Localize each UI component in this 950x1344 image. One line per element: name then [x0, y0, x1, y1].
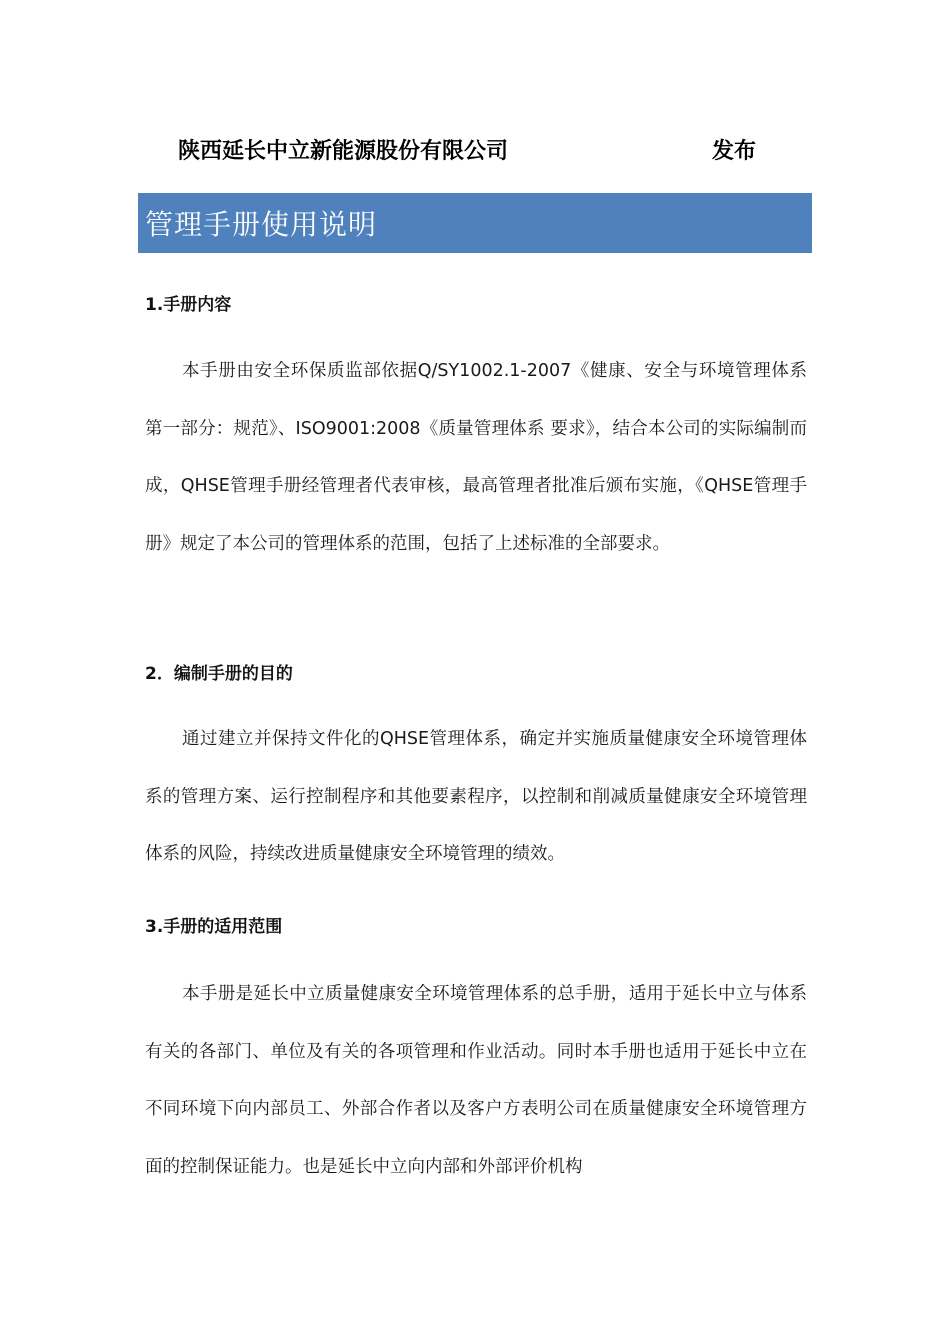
section-heading-3: 3.手册的适用范围 — [145, 917, 283, 937]
issue-label: 发布 — [712, 139, 757, 164]
section-heading-2: 2．编制手册的目的 — [145, 664, 293, 684]
company-name: 陕西延长中立新能源股份有限公司 — [178, 139, 509, 164]
publisher-line — [0, 134, 950, 168]
section-body-1: 本手册由安全环保质监部依据Q/SY1002.1-2007《健康、安全与环境管理体系 第一部分：规范》、ISO9001:2008《质量管理体系 要求》，结合本公司的实际编制而成，QHSE管理手册经管理者代表审核，最高管理者批准后颁布实施，《QHSE管理手册》规定了本公司的管理体系的范围，包括了上述标准的全部要求。 — [145, 361, 807, 554]
section-body-2: 通过建立并保持文件化的QHSE管理体系，确定并实施质量健康安全环境管理体系的管理方案、运行控制程序和其他要素程序，以控制和削减质量健康安全环境管理体系的风险，持续改进质量健康安全环境管理的绩效。 — [145, 729, 807, 864]
section-heading-1: 1.手册内容 — [145, 295, 232, 315]
page-title: 管理手册使用说明 — [145, 208, 378, 241]
section-body-3: 本手册是延长中立质量健康安全环境管理体系的总手册，适用于延长中立与体系有关的各部门、单位及有关的各项管理和作业活动。同时本手册也适用于延长中立在不同环境下向内部员工、外部合作者以及客户方表明公司在质量健康安全环境管理方面的控制保证能力。也是延长中立向内部和外部评价机构 — [145, 984, 807, 1177]
title-bar — [138, 193, 812, 253]
